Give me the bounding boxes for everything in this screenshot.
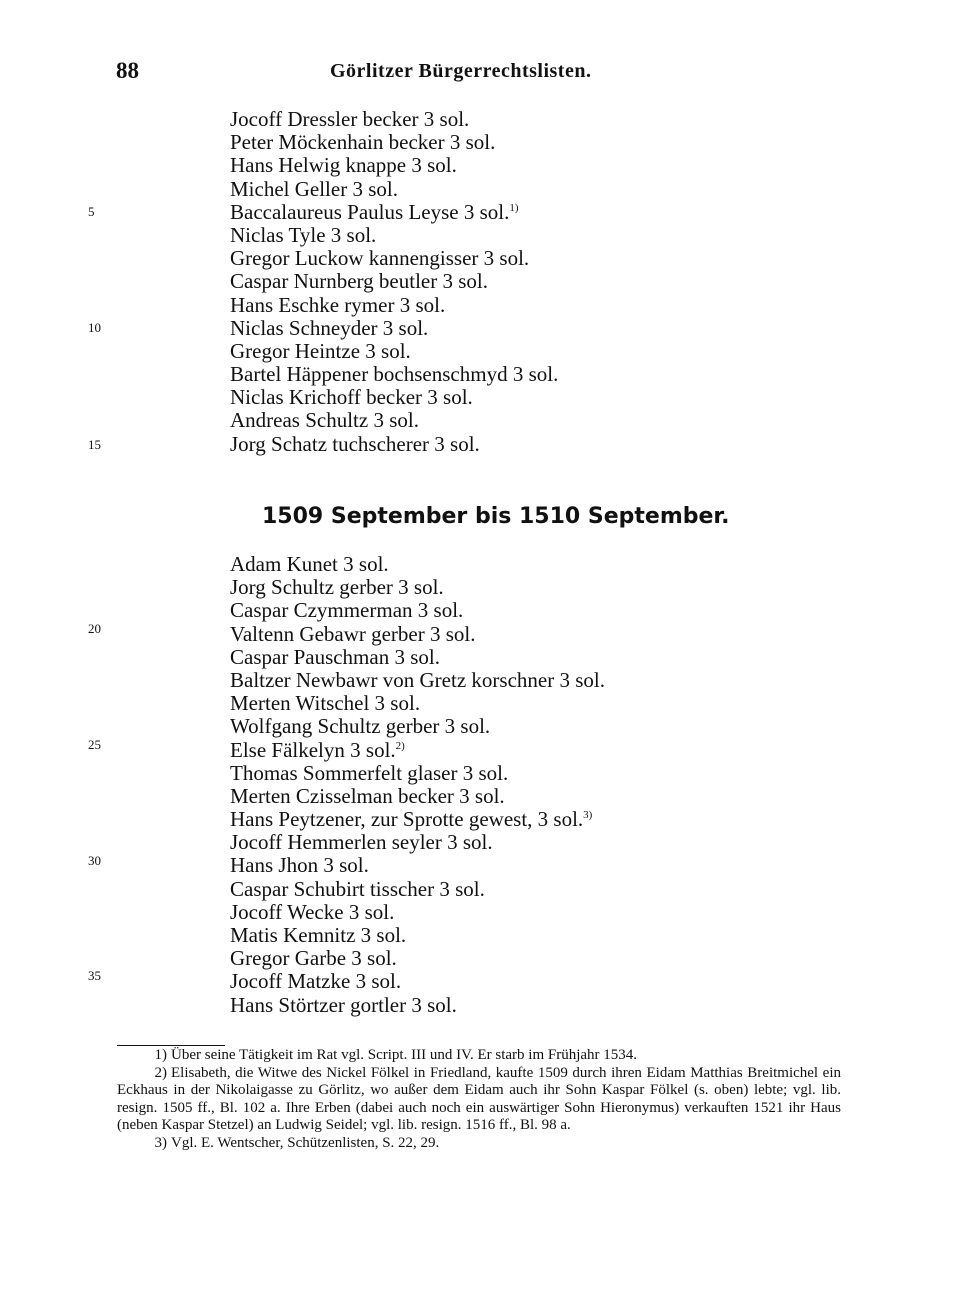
list-item: Hans Eschke rymer 3 sol. bbox=[230, 292, 446, 317]
list-item: Jocoff Dressler becker 3 sol. bbox=[230, 107, 470, 131]
list-item: Baccalaureus Paulus Leyse 3 sol.$^{1)}$ bbox=[230, 199, 519, 224]
footnote-ref: 3) bbox=[583, 809, 593, 822]
list-item: Jocoff Hemmerlen seyler 3 sol. bbox=[230, 830, 493, 855]
list-item: Andreas Schultz 3 sol. bbox=[230, 408, 419, 433]
list-item: Adam Kunet 3 sol. bbox=[230, 552, 389, 576]
footnote-ref: 2) bbox=[395, 739, 405, 752]
list-item: Jocoff Wecke 3 sol. bbox=[230, 899, 395, 924]
list-item: Gregor Luckow kannengisser 3 sol. bbox=[230, 246, 530, 271]
list-item: Merten Witschel 3 sol. bbox=[230, 691, 421, 716]
footnote-ref: 1) bbox=[509, 201, 519, 214]
list-item: Caspar Czymmerman 3 sol. bbox=[230, 598, 464, 623]
footnote-1 bbox=[117, 1047, 841, 1065]
list-item: Bartel Häppener bochsenschmyd 3 sol. bbox=[230, 362, 559, 387]
section-heading: 1509 September bis 1510 September. bbox=[262, 504, 730, 529]
footnote-text: Vgl. E. Wentscher, Schützenlisten, S. 22, 29. bbox=[171, 1134, 440, 1151]
list-item: Niclas Schneyder 3 sol. bbox=[230, 315, 429, 340]
page-number: 88 bbox=[116, 58, 139, 83]
list-item: Hans Peytzener, zur Sprotte gewest, 3 sol.$^{3)}$ bbox=[230, 807, 593, 832]
line-number: 30 bbox=[88, 853, 101, 868]
footnote-divider bbox=[117, 1045, 225, 1046]
list-item: Caspar Nurnberg beutler 3 sol. bbox=[230, 269, 488, 294]
footnote-text: Über seine Tätigkeit im Rat vgl. Script. III und IV. Er starb im Frühjahr 1534. bbox=[171, 1047, 638, 1063]
list-item: Baltzer Newbawr von Gretz korschner 3 sol. bbox=[230, 667, 605, 692]
line-number: 20 bbox=[88, 621, 101, 636]
list-item: Hans Störtzer gortler 3 sol. bbox=[230, 992, 457, 1017]
list-item: Wolfgang Schultz gerber 3 sol. bbox=[230, 714, 491, 739]
list-item: Gregor Garbe 3 sol. bbox=[230, 946, 397, 971]
footnote-text: Elisabeth, die Witwe des Nickel Fölkel in Friedland, kaufte 1509 durch ihren Eidam Matthias Breitmichel ein Eckhaus in der Nikolaigasse zu Görlitz, wo außer dem Eidam auch ihr Sohn Kaspar Fölkel (s. oben) lebte; vgl. lib. resign. 1505 ff., Bl. 102 a. Ihre Erben (dabei auch noch ein auswärtiger Sohn Hieronymus) verkauften 1521 ihr Haus (neben Kaspar Stetzel) an Ludwig Seidel; vgl. lib. resign. 1516 ff., Bl. 98 a. bbox=[117, 1064, 841, 1134]
list-item: Jocoff Matzke 3 sol. bbox=[230, 969, 402, 994]
list-item: Peter Möckenhain becker 3 sol. bbox=[230, 130, 496, 155]
list-item: Else Fälkelyn 3 sol.$^{2)}$ bbox=[230, 737, 405, 762]
citizen-list-2 bbox=[230, 553, 605, 1017]
list-item: Niclas Krichoff becker 3 sol. bbox=[230, 385, 473, 410]
footnotes bbox=[117, 1047, 841, 1153]
list-item: Gregor Heintze 3 sol. bbox=[230, 338, 411, 363]
list-item: Caspar Pauschman 3 sol. bbox=[230, 644, 440, 669]
footnote-marker: 3) bbox=[154, 1134, 167, 1151]
line-number: 15 bbox=[88, 437, 101, 452]
footnote-2 bbox=[117, 1065, 841, 1135]
line-number: 35 bbox=[88, 968, 101, 983]
list-item: Caspar Schubirt tisscher 3 sol. bbox=[230, 876, 485, 901]
list-item: Thomas Sommerfelt glaser 3 sol. bbox=[230, 760, 509, 785]
list-item: Niclas Tyle 3 sol. bbox=[230, 222, 377, 247]
footnote-3 bbox=[117, 1135, 841, 1153]
list-item: Jorg Schultz gerber 3 sol. bbox=[230, 575, 444, 600]
list-item: Merten Czisselman becker 3 sol. bbox=[230, 783, 505, 808]
line-number: 10 bbox=[88, 320, 101, 335]
citizen-list-1 bbox=[230, 108, 558, 456]
list-item: Hans Jhon 3 sol. bbox=[230, 853, 369, 878]
running-head: Görlitzer Bürgerrechtslisten. bbox=[330, 60, 592, 82]
footnote-marker: 2) bbox=[154, 1064, 167, 1081]
list-item: Jorg Schatz tuchscherer 3 sol. bbox=[230, 431, 480, 456]
line-number: 25 bbox=[88, 737, 101, 752]
list-item: Michel Geller 3 sol. bbox=[230, 176, 398, 201]
footnote-marker: 1) bbox=[154, 1047, 167, 1063]
list-item: Matis Kemnitz 3 sol. bbox=[230, 923, 407, 947]
list-item: Valtenn Gebawr gerber 3 sol. bbox=[230, 621, 476, 646]
list-item: Hans Helwig knappe 3 sol. bbox=[230, 153, 457, 178]
line-number: 5 bbox=[88, 204, 95, 219]
